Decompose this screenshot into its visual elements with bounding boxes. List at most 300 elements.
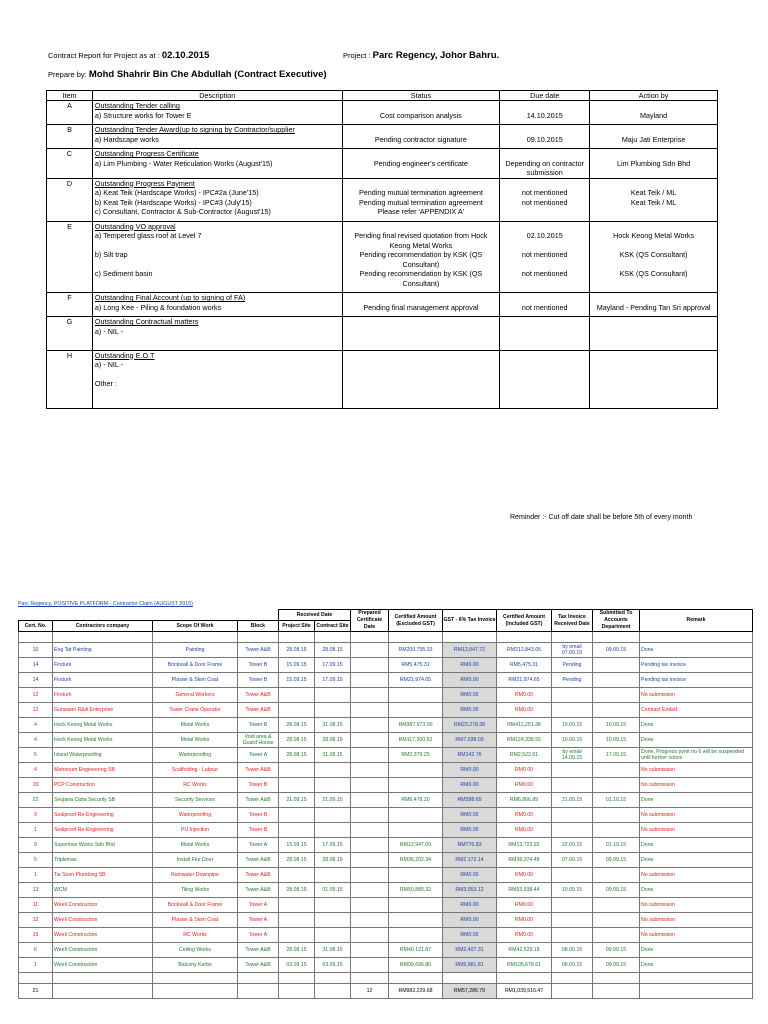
summary-description (92, 317, 342, 351)
claim-contract-site-date: 28.08.15 (315, 733, 351, 748)
summary-due-date-line: not mentioned (521, 269, 568, 278)
claim-tax-received-date: 08.09.15 (552, 958, 593, 973)
claim-contract-site-date: 31.08.15 (315, 943, 351, 958)
summary-action-by (590, 317, 718, 351)
summary-line: Other : (94, 379, 117, 388)
submitted-header: Submitted To Accounts Department (593, 610, 640, 632)
summary-spacer (502, 317, 587, 327)
claim-block: Tower A (238, 898, 279, 913)
claim-cert-no: 12 (19, 913, 53, 928)
summary-action-by-line (592, 360, 715, 370)
claim-row (19, 703, 753, 718)
cert-incl-header: Certified Amount (Included GST) (497, 610, 552, 632)
claim-scope: Waterproofing (153, 808, 238, 823)
claim-remark: Done (640, 958, 753, 973)
claim-scope: PU Injection (153, 823, 238, 838)
claim-cert-no: 5 (19, 748, 53, 763)
summary-status-line: Pending mutual termination agreement (358, 197, 483, 207)
summary-status (342, 178, 500, 221)
claim-remark: No submission (640, 688, 753, 703)
claim-project-site-date (279, 898, 315, 913)
claim-contract-site-date: 31.08.15 (315, 718, 351, 733)
claim-company: Weeli Construction (53, 913, 153, 928)
summary-line: a) - NIL - (94, 326, 124, 336)
summary-header-row (47, 91, 718, 101)
claims-total-cell (640, 984, 753, 999)
claim-row (19, 958, 753, 973)
claim-gst-amount: RM0.00 (443, 868, 497, 883)
summary-item (47, 317, 93, 351)
claim-remark: Done (640, 733, 753, 748)
claim-project-site-date: 28.08.15 (279, 718, 315, 733)
summary-spacer (345, 125, 498, 135)
summary-row (47, 221, 718, 293)
claim-cert-no: 4 (19, 718, 53, 733)
summary-status (342, 221, 500, 293)
summary-status (342, 317, 500, 351)
summary-line: c) Consultant, Contractor & Sub-Contractor (August'15) (94, 207, 271, 216)
claims-table (18, 609, 753, 999)
claim-row (19, 733, 753, 748)
claim-gst-amount: RM23,278.38 (443, 718, 497, 733)
claim-remark: Contract Ended. (640, 703, 753, 718)
summary-row (47, 125, 718, 149)
claim-contract-site-date (315, 778, 351, 793)
summary-due-date-line (502, 241, 587, 251)
summary-due-date-line: 14.10.2015 (526, 110, 563, 120)
summary-status-line: Pending final management approval (363, 302, 479, 312)
claim-company: WCM (53, 883, 153, 898)
claim-block: Void area & Guard House (238, 733, 279, 748)
claims-spacer-cell (389, 632, 443, 643)
summary-due-date-line (502, 360, 587, 370)
received-date-header: Received Date (279, 610, 351, 621)
claim-gst-amount: RM0.00 (443, 928, 497, 943)
summary-due-date (500, 149, 590, 179)
claim-certified-incl: RM0.00 (497, 703, 552, 718)
claim-cert-no: 9 (19, 808, 53, 823)
summary-item (47, 293, 93, 317)
summary-bottom-pad (95, 168, 340, 172)
claim-row (19, 913, 753, 928)
col-action-by: Action by (590, 91, 718, 101)
claim-certified-excl: RM6,478.20 (389, 793, 443, 808)
claim-block: Tower A&B (238, 958, 279, 973)
summary-line (95, 260, 340, 270)
claim-certified-incl: RM124,338.55 (497, 733, 552, 748)
claim-scope: Plaster & Skim Coat (153, 913, 238, 928)
claim-remark: Done (640, 793, 753, 808)
claim-block: Tower A&B (238, 943, 279, 958)
claim-gst-amount: RM12,047.72 (443, 643, 497, 658)
claim-scope: Metal Works (153, 838, 238, 853)
claim-remark: No submission (640, 823, 753, 838)
claim-contract-site-date: 28.08.15 (315, 643, 351, 658)
scope-header: Scope Of Work (153, 621, 238, 632)
claim-prepared-date (351, 883, 389, 898)
claim-project-site-date (279, 913, 315, 928)
claim-cert-no: 10 (19, 643, 53, 658)
summary-row (47, 101, 718, 125)
claim-company: Gunawan R&A Enterprise (53, 703, 153, 718)
summary-due-date (500, 178, 590, 221)
claim-gst-amount: RM0.00 (443, 808, 497, 823)
claim-row (19, 778, 753, 793)
claim-prepared-date (351, 868, 389, 883)
claim-cert-no: 1 (19, 868, 53, 883)
claim-certified-excl: RM387,973.00 (389, 718, 443, 733)
summary-action-by-line: Mayland - Pending Tan Sri approval (596, 302, 711, 312)
claim-block: Tower A&B (238, 883, 279, 898)
summary-spacer (592, 293, 715, 303)
summary-status-line: Please refer 'APPENDIX A' (377, 207, 464, 216)
claim-certified-incl: RM411,251.38 (497, 718, 552, 733)
summary-action-by-line (592, 207, 715, 217)
claim-scope: Balcony Kerbs (153, 958, 238, 973)
claim-block: Tower A&B (238, 868, 279, 883)
summary-action-by (590, 350, 718, 409)
summary-line: a) - NIL - (94, 360, 124, 369)
claim-submitted-date: 10.09.15 (593, 718, 640, 733)
summary-action-by-line: Hock Keong Metal Works (613, 231, 695, 240)
summary-due-date (500, 125, 590, 149)
claim-remark: Done, Progress pymt no 6 will be suspended until further notice (640, 748, 753, 763)
claim-contract-site-date (315, 913, 351, 928)
summary-title: Outstanding Tender calling (94, 101, 180, 110)
summary-action-by (590, 178, 718, 221)
claim-gst-amount: RM3,053.12 (443, 883, 497, 898)
summary-spacer (592, 351, 715, 361)
claim-certified-excl (389, 763, 443, 778)
claim-company: Hock Keong Metal Works (53, 718, 153, 733)
gst-header: GST - 6% Tax Invoice (443, 610, 497, 632)
claim-submitted-date (593, 928, 640, 943)
claims-spacer-cell (552, 973, 593, 984)
claim-scope: General Workers (153, 688, 238, 703)
claim-gst-amount: RM0.00 (443, 823, 497, 838)
claim-prepared-date (351, 763, 389, 778)
col-item: Item (47, 91, 93, 101)
claims-spacer-cell (279, 632, 315, 643)
claim-row (19, 868, 753, 883)
col-status: Status (342, 91, 500, 101)
summary-due-date-line: 02.10.2015 (526, 231, 563, 240)
claim-prepared-date (351, 733, 389, 748)
claim-certified-excl (389, 913, 443, 928)
claim-project-site-date (279, 778, 315, 793)
claim-company: Island Waterproofing (53, 748, 153, 763)
claim-certified-incl: RM0.00 (497, 928, 552, 943)
summary-status-line: Pending contractor signature (374, 134, 467, 144)
claim-cert-no: 4 (19, 733, 53, 748)
claim-certified-incl: RM0.00 (497, 763, 552, 778)
claim-cert-no: 19 (19, 778, 53, 793)
summary-title: Outstanding Tender Award(up to signing by Contractor/supplier (94, 125, 295, 134)
summary-action-by-line: Lim Plumbing Sdn Bhd (617, 158, 691, 168)
summary-action-by-line (592, 279, 715, 289)
report-date-line (48, 50, 209, 61)
cutoff-reminder: Reminder :- Cut off date shall be before 5th of every month (510, 514, 693, 521)
claim-row (19, 763, 753, 778)
claim-submitted-date (593, 808, 640, 823)
report-label: Contract Report for Project as at : (48, 51, 160, 60)
claim-contract-site-date: 31.08.15 (315, 748, 351, 763)
claim-prepared-date (351, 838, 389, 853)
summary-spacer (502, 125, 587, 135)
claim-company: Sealproof Re-Engineering (53, 823, 153, 838)
claims-spacer-cell (153, 973, 238, 984)
claim-scope: Plaster & Skim Coat (153, 673, 238, 688)
claim-certified-excl (389, 823, 443, 838)
claim-gst-amount: RM2,172.14 (443, 853, 497, 868)
summary-due-date-line (502, 207, 587, 217)
claim-company: Hock Keong Metal Works (53, 733, 153, 748)
claim-tax-received-date: by email 07.09.15 (552, 643, 593, 658)
claim-certified-excl: RM21,974.65 (389, 673, 443, 688)
claim-certified-excl (389, 898, 443, 913)
claim-remark: Done (640, 838, 753, 853)
claim-tax-received-date (552, 688, 593, 703)
claim-tax-received-date (552, 913, 593, 928)
claim-row (19, 748, 753, 763)
claim-company: Firsturk (53, 673, 153, 688)
claim-certified-incl: RM0.00 (497, 823, 552, 838)
claims-spacer-cell (389, 973, 443, 984)
claim-tax-received-date: 21.09.15 (552, 793, 593, 808)
claim-prepared-date (351, 778, 389, 793)
claims-spacer-cell (53, 632, 153, 643)
claim-row (19, 643, 753, 658)
claim-company: Weeli Construction (53, 943, 153, 958)
claim-tax-received-date: 08.09.15 (552, 943, 593, 958)
claim-contract-site-date (315, 928, 351, 943)
claims-total-cell (552, 984, 593, 999)
summary-spacer (345, 222, 498, 232)
claims-header-row-1 (19, 610, 753, 621)
summary-item-code: B (67, 125, 72, 134)
summary-status-line (345, 327, 498, 337)
prepared-by-line (48, 69, 327, 80)
summary-action-by-line (592, 241, 715, 251)
claim-scope: Tiling Works (153, 883, 238, 898)
claim-company: Sealproof Re-Engineering (53, 808, 153, 823)
summary-spacer (345, 101, 498, 111)
claim-contract-site-date (315, 898, 351, 913)
prepare-label: Prepare by: (48, 70, 87, 79)
claim-certified-excl: RM40,121.87 (389, 943, 443, 958)
claim-gst-amount: RM7,038.03 (443, 733, 497, 748)
summary-due-date (500, 350, 590, 409)
remark-header: Remark (640, 610, 753, 632)
claim-gst-amount: RM0.00 (443, 673, 497, 688)
claim-company: PCP Construction (53, 778, 153, 793)
claim-cert-no: 11 (19, 898, 53, 913)
claim-tax-received-date: 10.09.15 (552, 883, 593, 898)
claim-project-site-date: 28.08.15 (279, 643, 315, 658)
claim-company: Seujana Cipta Security SB (53, 793, 153, 808)
claim-prepared-date (351, 943, 389, 958)
claim-scope: Security Services (153, 793, 238, 808)
claim-project-site-date (279, 823, 315, 838)
claim-contract-site-date: 17.09.15 (315, 673, 351, 688)
claims-spacer-cell (19, 973, 53, 984)
claim-scope: Tower Crane Operator (153, 703, 238, 718)
summary-due-date-line (502, 279, 587, 289)
claim-gst-amount: RM2,407.31 (443, 943, 497, 958)
prepared-date-header: Prepared Certificate Date (351, 610, 389, 632)
claim-certified-incl: RM13,723.92 (497, 838, 552, 853)
summary-due-date (500, 101, 590, 125)
claim-scope: Install Fire Door (153, 853, 238, 868)
summary-line: b) Silt trap (94, 250, 128, 259)
claim-certified-excl: RM2,379.25 (389, 748, 443, 763)
claim-certified-excl (389, 703, 443, 718)
claim-certified-excl: RM12,947.09 (389, 838, 443, 853)
claim-project-site-date: 03.09.15 (279, 958, 315, 973)
claim-submitted-date: 10.09.15 (593, 733, 640, 748)
claim-submitted-date: 09.09.15 (593, 883, 640, 898)
summary-spacer (502, 222, 587, 232)
claim-prepared-date (351, 913, 389, 928)
claim-remark: Done (640, 883, 753, 898)
claim-contract-site-date (315, 823, 351, 838)
claim-cert-no: 6 (19, 943, 53, 958)
claim-block: Tower B (238, 778, 279, 793)
claim-cert-no: 15 (19, 928, 53, 943)
claims-spacer-cell (497, 632, 552, 643)
claims-spacer-cell (443, 973, 497, 984)
claim-block: Tower A (238, 838, 279, 853)
claim-row (19, 838, 753, 853)
summary-due-date (500, 317, 590, 351)
summary-status-line: Pending recommendation by KSK (QS (359, 250, 483, 259)
summary-action-by-line: Mayland (639, 110, 668, 120)
summary-action-by-line: Keat Teik / ML (630, 188, 677, 197)
project-site-header: Project Site (279, 621, 315, 632)
summary-bottom-pad (95, 144, 340, 148)
claim-project-site-date: 21.09.15 (279, 793, 315, 808)
contract-site-header: Contract Site (315, 621, 351, 632)
claim-prepared-date (351, 643, 389, 658)
claims-spacer-cell (238, 632, 279, 643)
summary-action-by (590, 125, 718, 149)
claim-block: Tower A (238, 913, 279, 928)
claim-tax-received-date: 22.09.15 (552, 838, 593, 853)
summary-status-line: Pending engineer's certificate (373, 158, 468, 168)
summary-action-by-line (592, 260, 715, 270)
summary-spacer (592, 125, 715, 135)
claims-total-cell (279, 984, 315, 999)
summary-line: a) Lim Plumbing - Water Reticulation Works (August'15) (94, 158, 273, 168)
summary-due-date (500, 221, 590, 293)
claim-certified-excl (389, 688, 443, 703)
claim-block: Tower A&B (238, 793, 279, 808)
claims-spacer-cell (593, 632, 640, 643)
claim-row (19, 928, 753, 943)
claims-spacer-cell (153, 632, 238, 643)
summary-spacer (345, 351, 498, 361)
summary-item (47, 101, 93, 125)
summary-line: b) Keat Teik (Hardscape Works) - IPC#3 (July'15) (94, 197, 252, 207)
claim-company: Tai Soon Plumbing SB (53, 868, 153, 883)
summary-status (342, 125, 500, 149)
summary-status-line: Keong Metal Works (389, 240, 453, 250)
claims-spacer-row (19, 632, 753, 643)
claims-spacer-cell (640, 632, 753, 643)
claim-cert-no: 12 (19, 703, 53, 718)
claims-spacer-cell (593, 973, 640, 984)
claim-block: Tower B (238, 718, 279, 733)
summary-bottom-pad (95, 312, 340, 316)
summary-item-code: G (66, 317, 73, 326)
summary-row (47, 293, 718, 317)
claim-certified-incl: RM42,529.18 (497, 943, 552, 958)
claims-spacer-cell (552, 632, 593, 643)
claim-prepared-date (351, 793, 389, 808)
summary-spacer (502, 101, 587, 111)
claim-prepared-date (351, 658, 389, 673)
summary-status-line (345, 360, 498, 370)
summary-due-date-line: 09.10.2015 (526, 134, 563, 144)
claim-contract-site-date (315, 868, 351, 883)
claim-tax-received-date (552, 823, 593, 838)
claims-spacer-cell (351, 973, 389, 984)
claim-prepared-date (351, 688, 389, 703)
claim-submitted-date (593, 913, 640, 928)
summary-item (47, 221, 93, 293)
claim-certified-incl: RM53,938.44 (497, 883, 552, 898)
summary-spacer (502, 179, 587, 189)
summary-action-by-line: Keat Teik / ML (630, 197, 677, 207)
summary-status-line: Pending mutual termination agreement (358, 188, 483, 197)
claim-gst-amount: RM0.00 (443, 913, 497, 928)
claim-remark: No submission (640, 763, 753, 778)
claim-remark: Done (640, 943, 753, 958)
summary-line: a) Hardscape works (94, 134, 159, 144)
claim-project-site-date (279, 763, 315, 778)
claim-scope: RC Works (153, 928, 238, 943)
claim-gst-amount: RM388.69 (443, 793, 497, 808)
claims-spacer-cell (19, 632, 53, 643)
cert-excl-header: Certified Amount (Excluded GST) (389, 610, 443, 632)
summary-spacer (592, 149, 715, 159)
claim-remark: Done (640, 718, 753, 733)
claim-project-site-date (279, 928, 315, 943)
summary-item (47, 125, 93, 149)
claim-contract-site-date (315, 703, 351, 718)
summary-status (342, 149, 500, 179)
summary-row (47, 317, 718, 351)
summary-line: a) Keat Teik (Hardscape Works) - IPC#2a (June'15) (94, 188, 259, 197)
claim-certified-incl: RM0.00 (497, 898, 552, 913)
summary-line (95, 241, 340, 251)
claim-scope: Scaffolding - Labour (153, 763, 238, 778)
claim-gst-amount: RM0.00 (443, 658, 497, 673)
summary-line (95, 370, 340, 380)
claim-project-site-date (279, 703, 315, 718)
summary-bottom-pad (95, 120, 340, 124)
claim-gst-amount: RM0.00 (443, 763, 497, 778)
summary-due-date-line: Depending on contractor (505, 158, 585, 168)
claim-remark: No submission (640, 778, 753, 793)
claim-gst-amount: RM0.00 (443, 778, 497, 793)
cert-no-header: Cert. No. (19, 621, 53, 632)
summary-item-code: C (66, 149, 73, 158)
claim-block: Tower A (238, 748, 279, 763)
claim-scope: Metal Works (153, 718, 238, 733)
summary-title: Outstanding Final Account (up to signing of FA) (94, 293, 246, 302)
claims-spacer-cell (238, 973, 279, 984)
